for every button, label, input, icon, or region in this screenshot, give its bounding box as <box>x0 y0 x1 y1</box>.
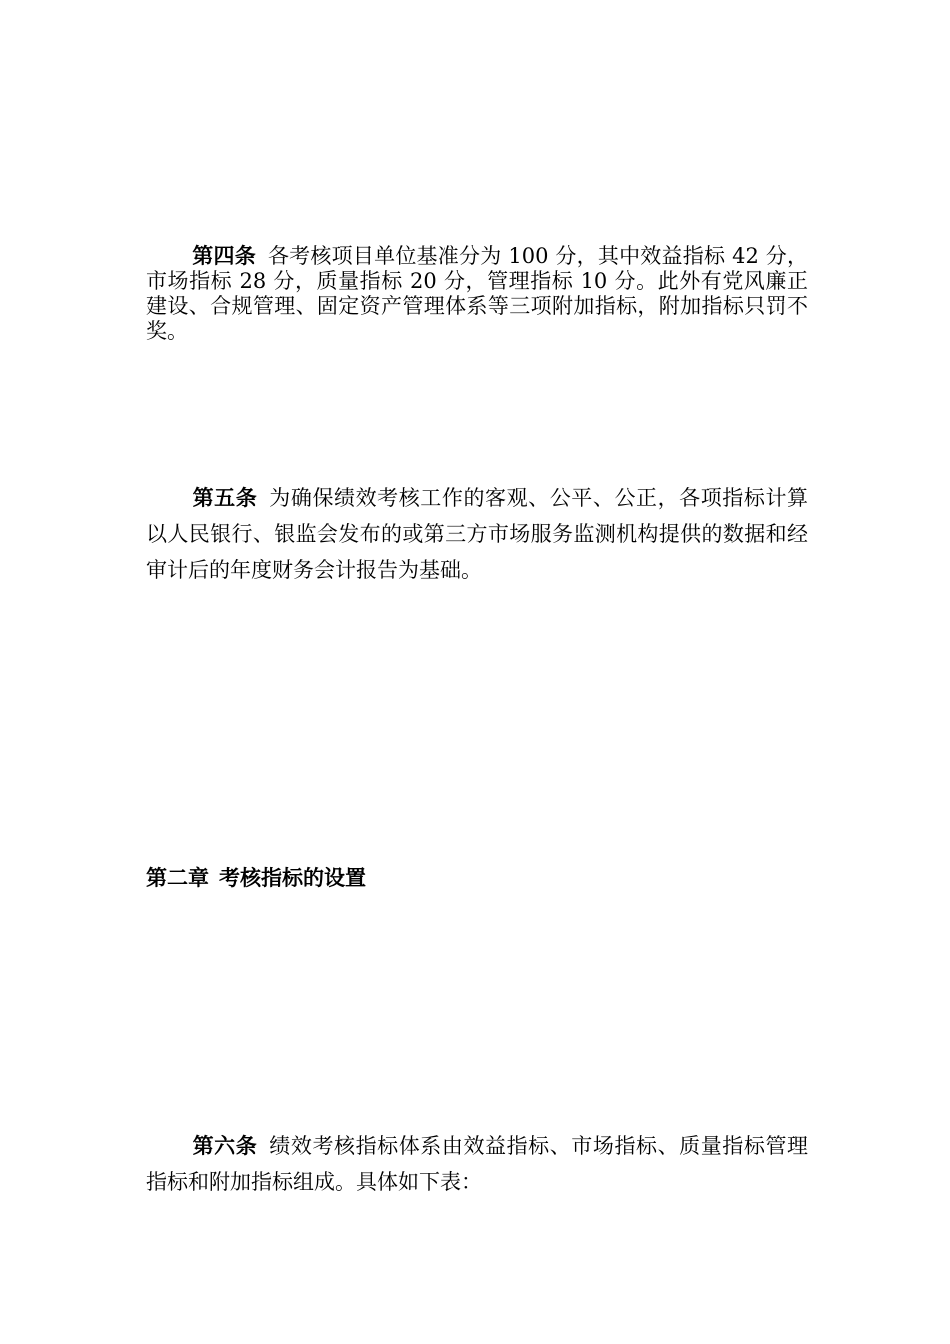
article-6-paragraph <box>146 1128 808 1200</box>
article-4-paragraph <box>146 244 808 344</box>
chapter-2-title: 考核指标的设置 <box>219 865 366 890</box>
article-5-paragraph <box>146 480 808 588</box>
article-4-number: 第四条 <box>192 244 256 268</box>
article-5-body: 为确保绩效考核工作的客观、公平、公正，各项指标计算以人民银行、银监会发布的或第三方市场服务监测机构提供的数据和经审计后的年度财务会计报告为基础。 <box>146 486 809 582</box>
chapter-2-number: 第二章 <box>146 865 209 890</box>
article-5-number: 第五条 <box>192 486 258 510</box>
article-4-body: 各考核项目单位基准分为 100 分，其中效益指标 42 分，市场指标 28 分，质量指标 20 分，管理指标 10 分。此外有党风廉正建设、合规管理、固定资产管理体系等三项附加指标，附加指标只罚不奖。 <box>146 244 808 343</box>
article-6-body: 绩效考核指标体系由效益指标、市场指标、质量指标管理指标和附加指标组成。具体如下表： <box>146 1134 809 1194</box>
article-6-number: 第六条 <box>192 1134 258 1158</box>
chapter-2-heading <box>146 862 366 894</box>
